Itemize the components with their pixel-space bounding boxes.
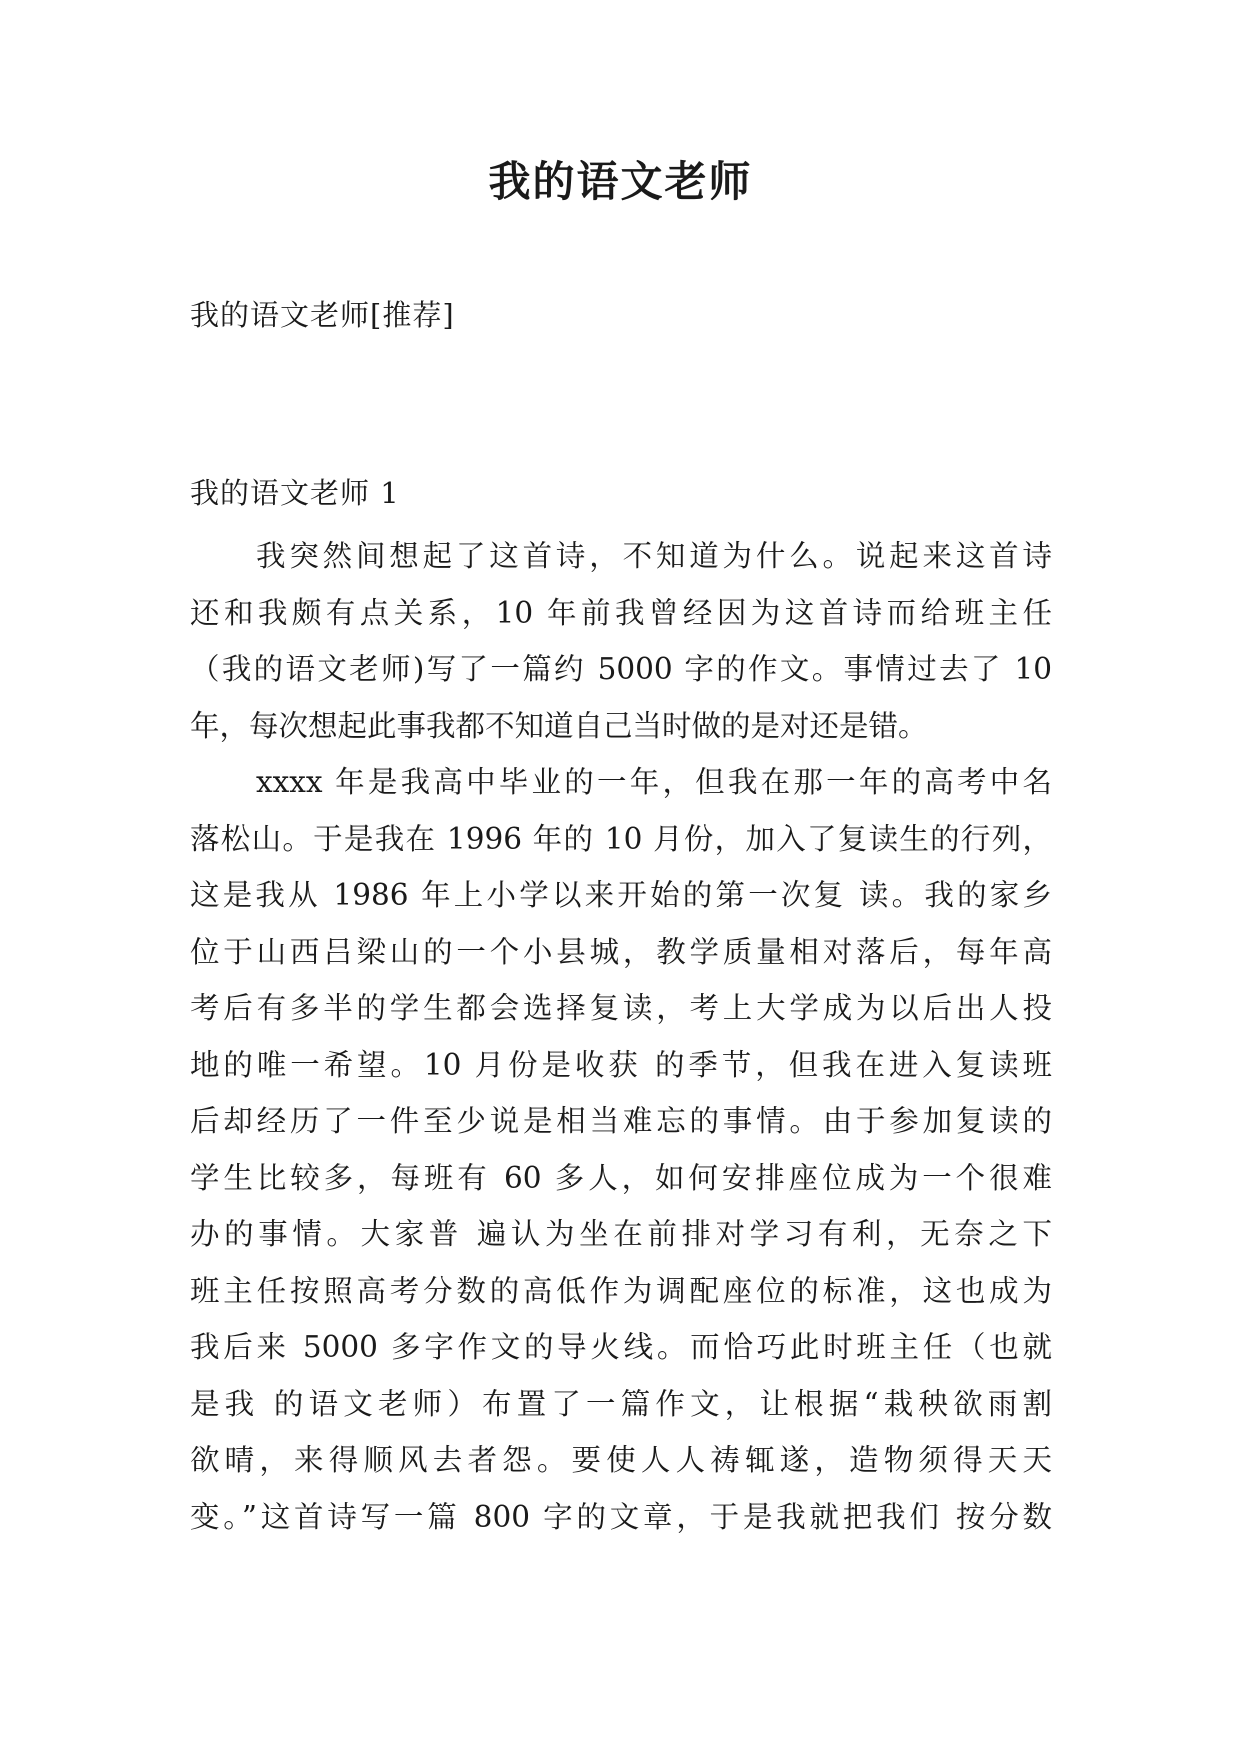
paragraph-line: 办的事情。大家普 遍认为坐在前排对学习有利，无奈之下 xyxy=(190,1217,1052,1251)
paragraph-line: 地的唯一希望。10 月份是收获 的季节，但我在进入复读班 xyxy=(190,1047,1052,1082)
document-subtitle: 我的语文老师[推荐] xyxy=(190,298,455,332)
paragraph-line: 落松山。于是我在 1996 年的 10 月份，加入了复读生的行列， xyxy=(190,821,1052,856)
paragraph-line: 我突然间想起了这首诗，不知道为什么。说起来这首诗 xyxy=(256,539,1052,573)
paragraph-line: 年，每次想起此事我都不知道自己当时做的是对还是错。 xyxy=(190,708,928,743)
paragraph-line: 我后来 5000 多字作文的导火线。而恰巧此时班主任（也就 xyxy=(190,1330,1052,1364)
section-heading: 我的语文老师 1 xyxy=(190,476,400,510)
paragraph-line: 这是我从 1986 年上小学以来开始的第一次复 读。我的家乡 xyxy=(190,878,1052,912)
paragraph-line: （我的语文老师)写了一篇约 5000 字的作文。事情过去了 10 xyxy=(190,652,1052,686)
page-title: 我的语文老师 xyxy=(488,157,753,206)
paragraph-line: 变。”这首诗写一篇 800 字的文章，于是我就把我们 按分数 xyxy=(190,1499,1052,1534)
paragraph-line: 后却经历了一件至少说是相当难忘的事情。由于参加复读的 xyxy=(190,1104,1052,1138)
paragraph-line: 班主任按照高考分数的高低作为调配座位的标准，这也成为 xyxy=(190,1273,1052,1308)
paragraph-line: 还和我颇有点关系，10 年前我曾经因为这首诗而给班主任 xyxy=(190,595,1052,630)
paragraph-line: 考后有多半的学生都会选择复读，考上大学成为以后出人投 xyxy=(190,991,1052,1025)
paragraph-line: 是我 的语文老师）布置了一篇作文，让根据“栽秧欲雨割 xyxy=(190,1386,1052,1421)
paragraph-line: xxxx 年是我高中毕业的一年，但我在那一年的高考中名 xyxy=(256,765,1052,799)
paragraph-line: 欲晴，来得顺风去者怨。要使人人祷辄遂，造物须得天天 xyxy=(190,1443,1052,1477)
paragraph-line: 学生比较多，每班有 60 多人，如何安排座位成为一个很难 xyxy=(190,1160,1052,1195)
paragraph-line: 位于山西吕梁山的一个小县城，教学质量相对落后，每年高 xyxy=(190,934,1052,969)
body-text xyxy=(190,528,1052,1545)
